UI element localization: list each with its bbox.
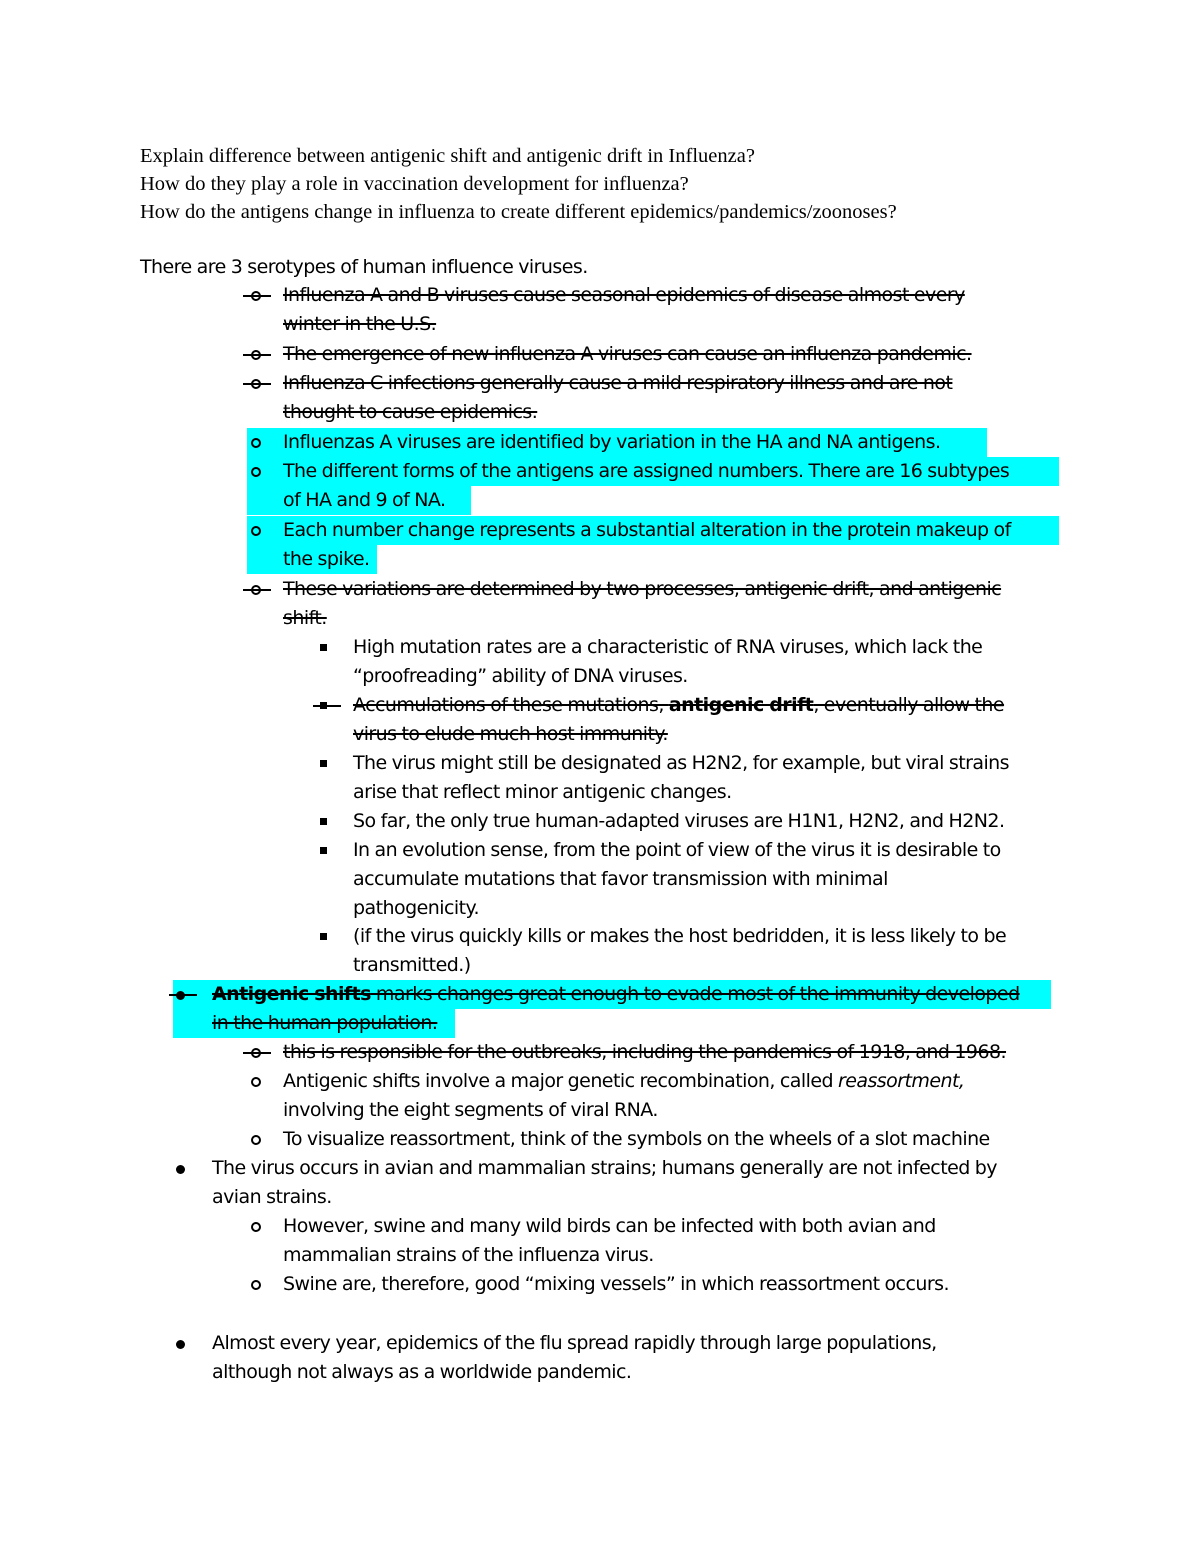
list-item-mutation-rates-cont: “proofreading” ability of DNA viruses. <box>353 665 688 687</box>
bullet-circle <box>247 1125 267 1154</box>
list-item-avian-mammalian-cont: avian strains. <box>212 1186 332 1208</box>
question-3: How do the antigens change in influenza to create different epidemics/pandemics/zoonoses? <box>140 201 897 223</box>
list-item-number-change-cont: the spike. <box>283 548 370 570</box>
bullet-disc <box>173 1154 191 1183</box>
list-item-evolution-sense-cont: pathogenicity. <box>353 897 479 919</box>
reassortment-term: reassortment, <box>837 1070 965 1092</box>
drift-text-end: , eventually allow the <box>813 694 1005 716</box>
question-1: Explain difference between antigenic shift and antigenic drift in Influenza? <box>140 145 755 167</box>
list-item-h2n2-designation-cont: arise that reflect minor antigenic changes. <box>353 781 732 803</box>
bullet-square <box>317 749 333 778</box>
questions-block <box>140 142 897 226</box>
list-item-antigenic-drift-cont: virus to elude much host immunity. <box>353 723 668 745</box>
reassortment-text: Antigenic shifts involve a major genetic recombination, called <box>283 1070 838 1092</box>
bullet-circle <box>247 428 267 457</box>
list-item-two-processes: These variations are determined by two processes, antigenic drift, and antigenic <box>283 578 1002 600</box>
bullet-circle <box>247 369 267 398</box>
list-item-slot-machine: To visualize reassortment, think of the symbols on the wheels of a slot machine <box>283 1128 990 1150</box>
list-item-seasonal-epidemics: Influenza A and B viruses cause seasonal epidemics of disease almost every <box>283 284 965 306</box>
list-item-yearly-epidemics: Almost every year, epidemics of the flu spread rapidly through large populations, <box>212 1332 937 1354</box>
list-item-subtypes: The different forms of the antigens are assigned numbers. There are 16 subtypes <box>283 460 1010 482</box>
question-2: How do they play a role in vaccination development for influenza? <box>140 173 689 195</box>
list-item-ha-na-antigens: Influenzas A viruses are identified by variation in the HA and NA antigens. <box>283 431 941 453</box>
list-item-number-change: Each number change represents a substantial alteration in the protein makeup of <box>283 519 1011 541</box>
list-item-mutation-rates: High mutation rates are a characteristic of RNA viruses, which lack the <box>353 636 983 658</box>
bullet-square <box>317 633 333 662</box>
bullet-disc <box>173 1329 191 1358</box>
list-item-outbreaks: this is responsible for the outbreaks, including the pandemics of 1918, and 1968. <box>283 1041 1007 1063</box>
bullet-circle <box>247 516 267 545</box>
bullet-square <box>317 836 333 865</box>
list-item-evolution-sense: In an evolution sense, from the point of view of the virus it is desirable to <box>353 839 1001 861</box>
bullet-circle <box>247 1067 267 1096</box>
list-item-subtypes-cont: of HA and 9 of NA. <box>283 489 446 511</box>
list-item-seasonal-epidemics-cont: winter in the U.S. <box>283 313 437 335</box>
list-item-influenza-c: Influenza C infections generally cause a mild respiratory illness and are not <box>283 372 953 394</box>
list-item-antigenic-drift <box>353 691 1004 720</box>
list-item-antigenic-shifts <box>212 980 1020 1009</box>
list-item-two-processes-cont: shift. <box>283 607 327 629</box>
drift-text-start: Accumulations of these mutations, <box>353 694 669 716</box>
list-item-reassortment-cont: involving the eight segments of viral RNA. <box>283 1099 658 1121</box>
bullet-circle <box>247 1212 267 1241</box>
bullet-circle <box>247 575 267 604</box>
list-item-evolution-sense-cont: accumulate mutations that favor transmission with minimal <box>353 868 888 890</box>
bullet-circle <box>247 281 267 310</box>
shift-text: marks changes great enough to evade most of the immunity developed <box>370 983 1020 1005</box>
list-item-yearly-epidemics-cont: although not always as a worldwide pandemic. <box>212 1361 632 1383</box>
bullet-square <box>317 922 333 951</box>
bullet-disc <box>173 980 191 1009</box>
shift-term: Antigenic shifts <box>212 983 371 1005</box>
list-item-host-bedridden: (if the virus quickly kills or makes the host bedridden, it is less likely to be <box>353 925 1007 947</box>
list-item-reassortment <box>283 1067 964 1096</box>
bullet-circle <box>247 340 267 369</box>
bullet-square <box>317 691 333 720</box>
bullet-circle <box>247 1038 267 1067</box>
list-item-influenza-c-cont: thought to cause epidemics. <box>283 401 538 423</box>
list-item-swine-birds-cont: mammalian strains of the influenza virus. <box>283 1244 654 1266</box>
list-item-h2n2-designation: The virus might still be designated as H2N2, for example, but viral strains <box>353 752 1010 774</box>
list-item-pandemic-emergence: The emergence of new influenza A viruses can cause an influenza pandemic. <box>283 343 972 365</box>
list-item-antigenic-shifts-cont: in the human population. <box>212 1012 438 1034</box>
intro-text: There are 3 serotypes of human influence viruses. <box>140 256 588 278</box>
list-item-host-bedridden-cont: transmitted.) <box>353 954 471 976</box>
list-item-avian-mammalian: The virus occurs in avian and mammalian strains; humans generally are not infected by <box>212 1157 997 1179</box>
drift-term: antigenic drift <box>668 694 814 716</box>
list-item-human-adapted: So far, the only true human-adapted viruses are H1N1, H2N2, and H2N2. <box>353 810 1005 832</box>
bullet-circle <box>247 1270 267 1299</box>
bullet-square <box>317 807 333 836</box>
bullet-circle <box>247 457 267 486</box>
list-item-mixing-vessels: Swine are, therefore, good “mixing vessels” in which reassortment occurs. <box>283 1273 949 1295</box>
list-item-swine-birds: However, swine and many wild birds can be infected with both avian and <box>283 1215 936 1237</box>
